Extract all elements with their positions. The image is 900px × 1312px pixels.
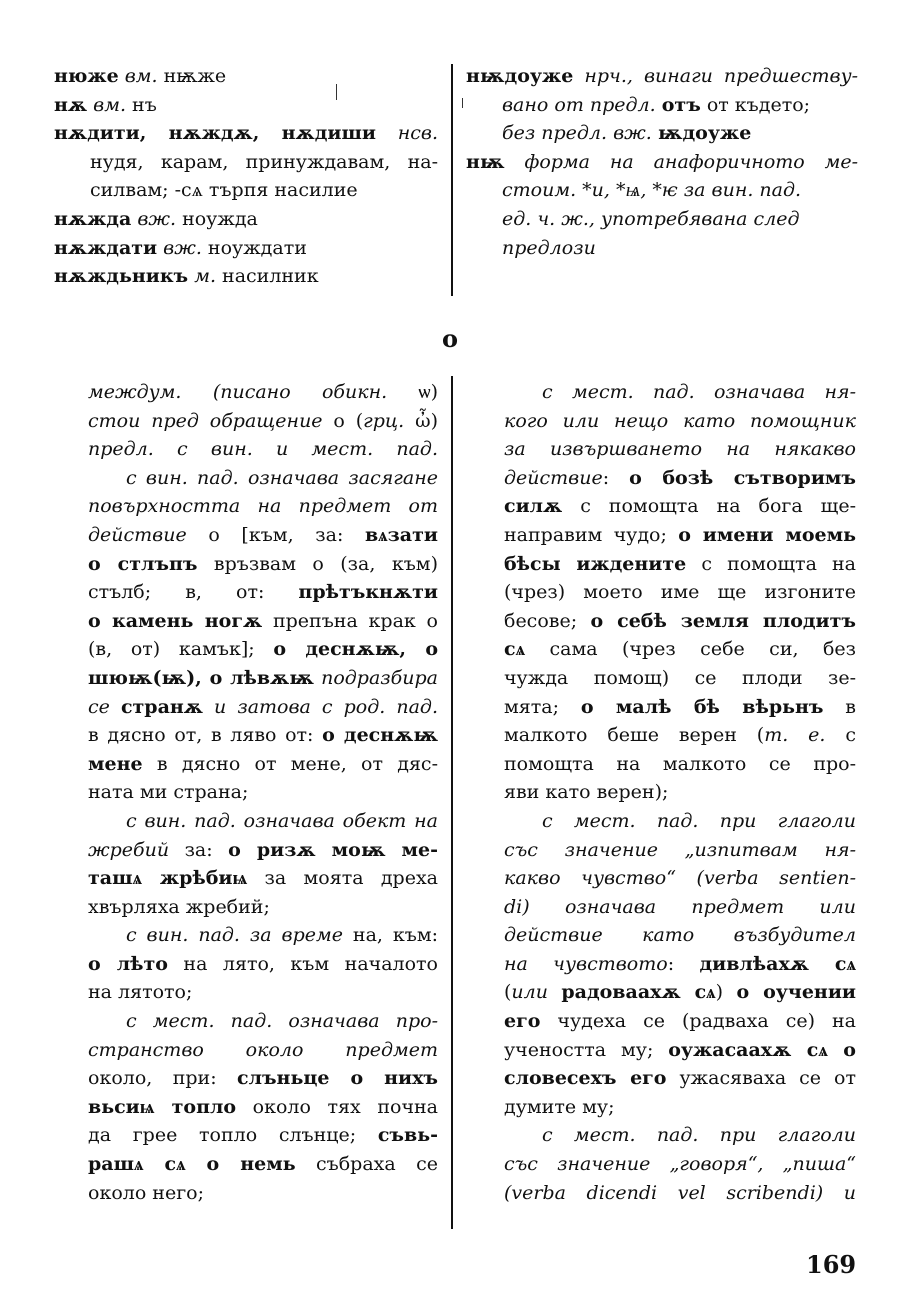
page-number: 169	[806, 1250, 857, 1279]
text-line: с мест. пад. при глаголи	[542, 809, 856, 832]
text-line: думите му;	[504, 1095, 615, 1118]
entry-line: нѫждати вж. ноуждати	[54, 236, 307, 259]
text-line: с вин. пад. за време на, към:	[126, 924, 438, 947]
text-line: мята; о малѣ бѣ вѣрьнъ в	[504, 695, 856, 718]
text-line: странство около предмет	[88, 1038, 438, 1061]
text-line: (или радоваахѫ сѧ) о оучении	[504, 981, 856, 1004]
entry-line: без предл. вж. ѭдоуже	[502, 122, 752, 145]
text-line: жребий за: о ризѫ моѭ ме-	[88, 838, 438, 861]
text-line: се странѫ и затова с род. пад.	[88, 695, 438, 718]
text-line: (в, от) камък]; о деснѫѭ, о	[88, 638, 438, 661]
text-line: ташѧ жрѣбиѩ за моята дреха	[88, 867, 438, 890]
text-line: около, при: слъньце о нихъ	[88, 1067, 438, 1090]
text-line: със значение „изпитвам ня-	[504, 838, 856, 861]
text-line: его чудеха се (радваха се) на	[504, 1010, 856, 1033]
text-line: помощта на малкото се про-	[504, 752, 856, 775]
text-line: (чрез) моето име ще изгоните	[504, 581, 856, 604]
column-divider	[451, 64, 453, 296]
text-line: предл. с вин. и мест. пад.	[88, 438, 438, 461]
top-right-column	[466, 62, 858, 262]
text-line: на чувството: дивлѣахѫ сѧ	[504, 952, 856, 975]
section-letter: о	[441, 324, 458, 353]
entry-line: предлози	[502, 236, 596, 259]
text-line: учеността му; оужасаахѫ сѧ о	[504, 1038, 856, 1061]
entry-line: нюже вм. нѭже	[54, 65, 227, 87]
text-line: с мест. пад. при глаголи	[542, 1124, 856, 1147]
text-line: ната ми страна;	[88, 781, 249, 804]
text-line: със значение „говоря“, „пиша“	[504, 1153, 856, 1176]
text-line: с мест. пад. означава про-	[126, 1010, 438, 1033]
text-line: какво чувство“ (verba sentien-	[504, 867, 856, 890]
bottom-left-column	[88, 378, 438, 1207]
text-line: на лятото;	[88, 981, 193, 1004]
text-line: с вин. пад. означава засягане	[126, 466, 438, 489]
text-line: кого или нещо като помощник	[504, 409, 856, 432]
text-line: действие о [към, за: вѧзати	[88, 523, 438, 546]
text-line: яви като верен);	[504, 781, 669, 804]
entry-line: нѭдоуже нрч., винаги предшеству-	[466, 65, 858, 87]
entry-line: вано от предл. отъ от където;	[502, 93, 811, 116]
text-line: вьсиѩ топло около тях почна	[88, 1095, 438, 1118]
text-line: действие: о бозѣ сътворимъ	[504, 466, 856, 489]
text-line: малкото беше верен (т. е. с	[504, 724, 856, 747]
entry-line: стоим. *и, *ѩ, *ѥ за вин. пад.	[502, 179, 802, 202]
text-line: (verba dicendi vel scribendi) и	[504, 1181, 856, 1204]
top-left-column	[54, 62, 438, 291]
text-line: словесехъ его ужасяваха се от	[504, 1067, 856, 1090]
text-line: да грее топло слънце; съвь-	[88, 1124, 438, 1147]
text-line: стълб; в, от: прѣтъкнѫти	[88, 581, 438, 604]
text-line: в дясно от, в ляво от: о деснѫѭ	[88, 724, 438, 747]
text-line: направим чудо; о имени моемь	[504, 523, 856, 546]
text-line: сѧ сама (чрез себе си, без	[504, 638, 856, 661]
text-line: с мест. пад. означава ня-	[542, 381, 856, 403]
text-line: междум. (писано обикн. ѡ)	[88, 381, 438, 403]
text-line: силѫ с помощта на бога ще-	[504, 495, 856, 518]
text-line: хвърляха жребий;	[88, 895, 270, 918]
entry-line: нѫжда вж. ноужда	[54, 207, 258, 230]
text-line: действие като възбудител	[504, 924, 856, 947]
text-line: о лѣто на лято, към началото	[88, 952, 438, 975]
text-line: шюѭ(ѭ), о лѣвѫѭ подразбира	[88, 666, 438, 689]
text-line: около него;	[88, 1181, 205, 1204]
text-line: за извършването на някакво	[504, 438, 856, 461]
entry-line: нѫдити, нѫждѫ, нѫдиши нсв.	[54, 122, 438, 145]
text-line: бѣсы иждените с помощта на	[504, 552, 856, 575]
entry-line: нѭ форма на анафоричното ме-	[466, 150, 858, 173]
text-line: di) означава предмет или	[504, 895, 856, 918]
entry-line: нѫ вм. нъ	[54, 93, 157, 116]
bottom-right-column	[504, 378, 856, 1207]
entry-line: ед. ч. ж., употребявана след	[502, 207, 800, 230]
entry-line: нудя, карам, принуждавам, на-	[90, 150, 438, 173]
entry-line: силвам; -сѧ търпя насилие	[90, 179, 358, 202]
text-line: рашѧ сѧ о немь събраха се	[88, 1153, 438, 1176]
text-line: о камень ногѫ препъна крак о	[88, 609, 438, 632]
text-line: чужда помощ) се плоди зе-	[504, 666, 856, 689]
text-line: о стлъпъ връзвам о (за, към)	[88, 552, 438, 575]
scan-speck	[462, 98, 463, 108]
text-line: стои пред обращение о (грц. ὦ)	[88, 409, 438, 432]
entry-line: нѫждьникъ м. насилник	[54, 265, 319, 288]
scan-speck	[336, 84, 337, 100]
text-line: мене в дясно от мене, от дяс-	[88, 752, 438, 775]
column-divider	[451, 376, 453, 1229]
text-line: с вин. пад. означава обект на	[126, 809, 438, 832]
text-line: повърхността на предмет от	[88, 495, 438, 518]
text-line: бесове; о себѣ земля плодитъ	[504, 609, 856, 632]
